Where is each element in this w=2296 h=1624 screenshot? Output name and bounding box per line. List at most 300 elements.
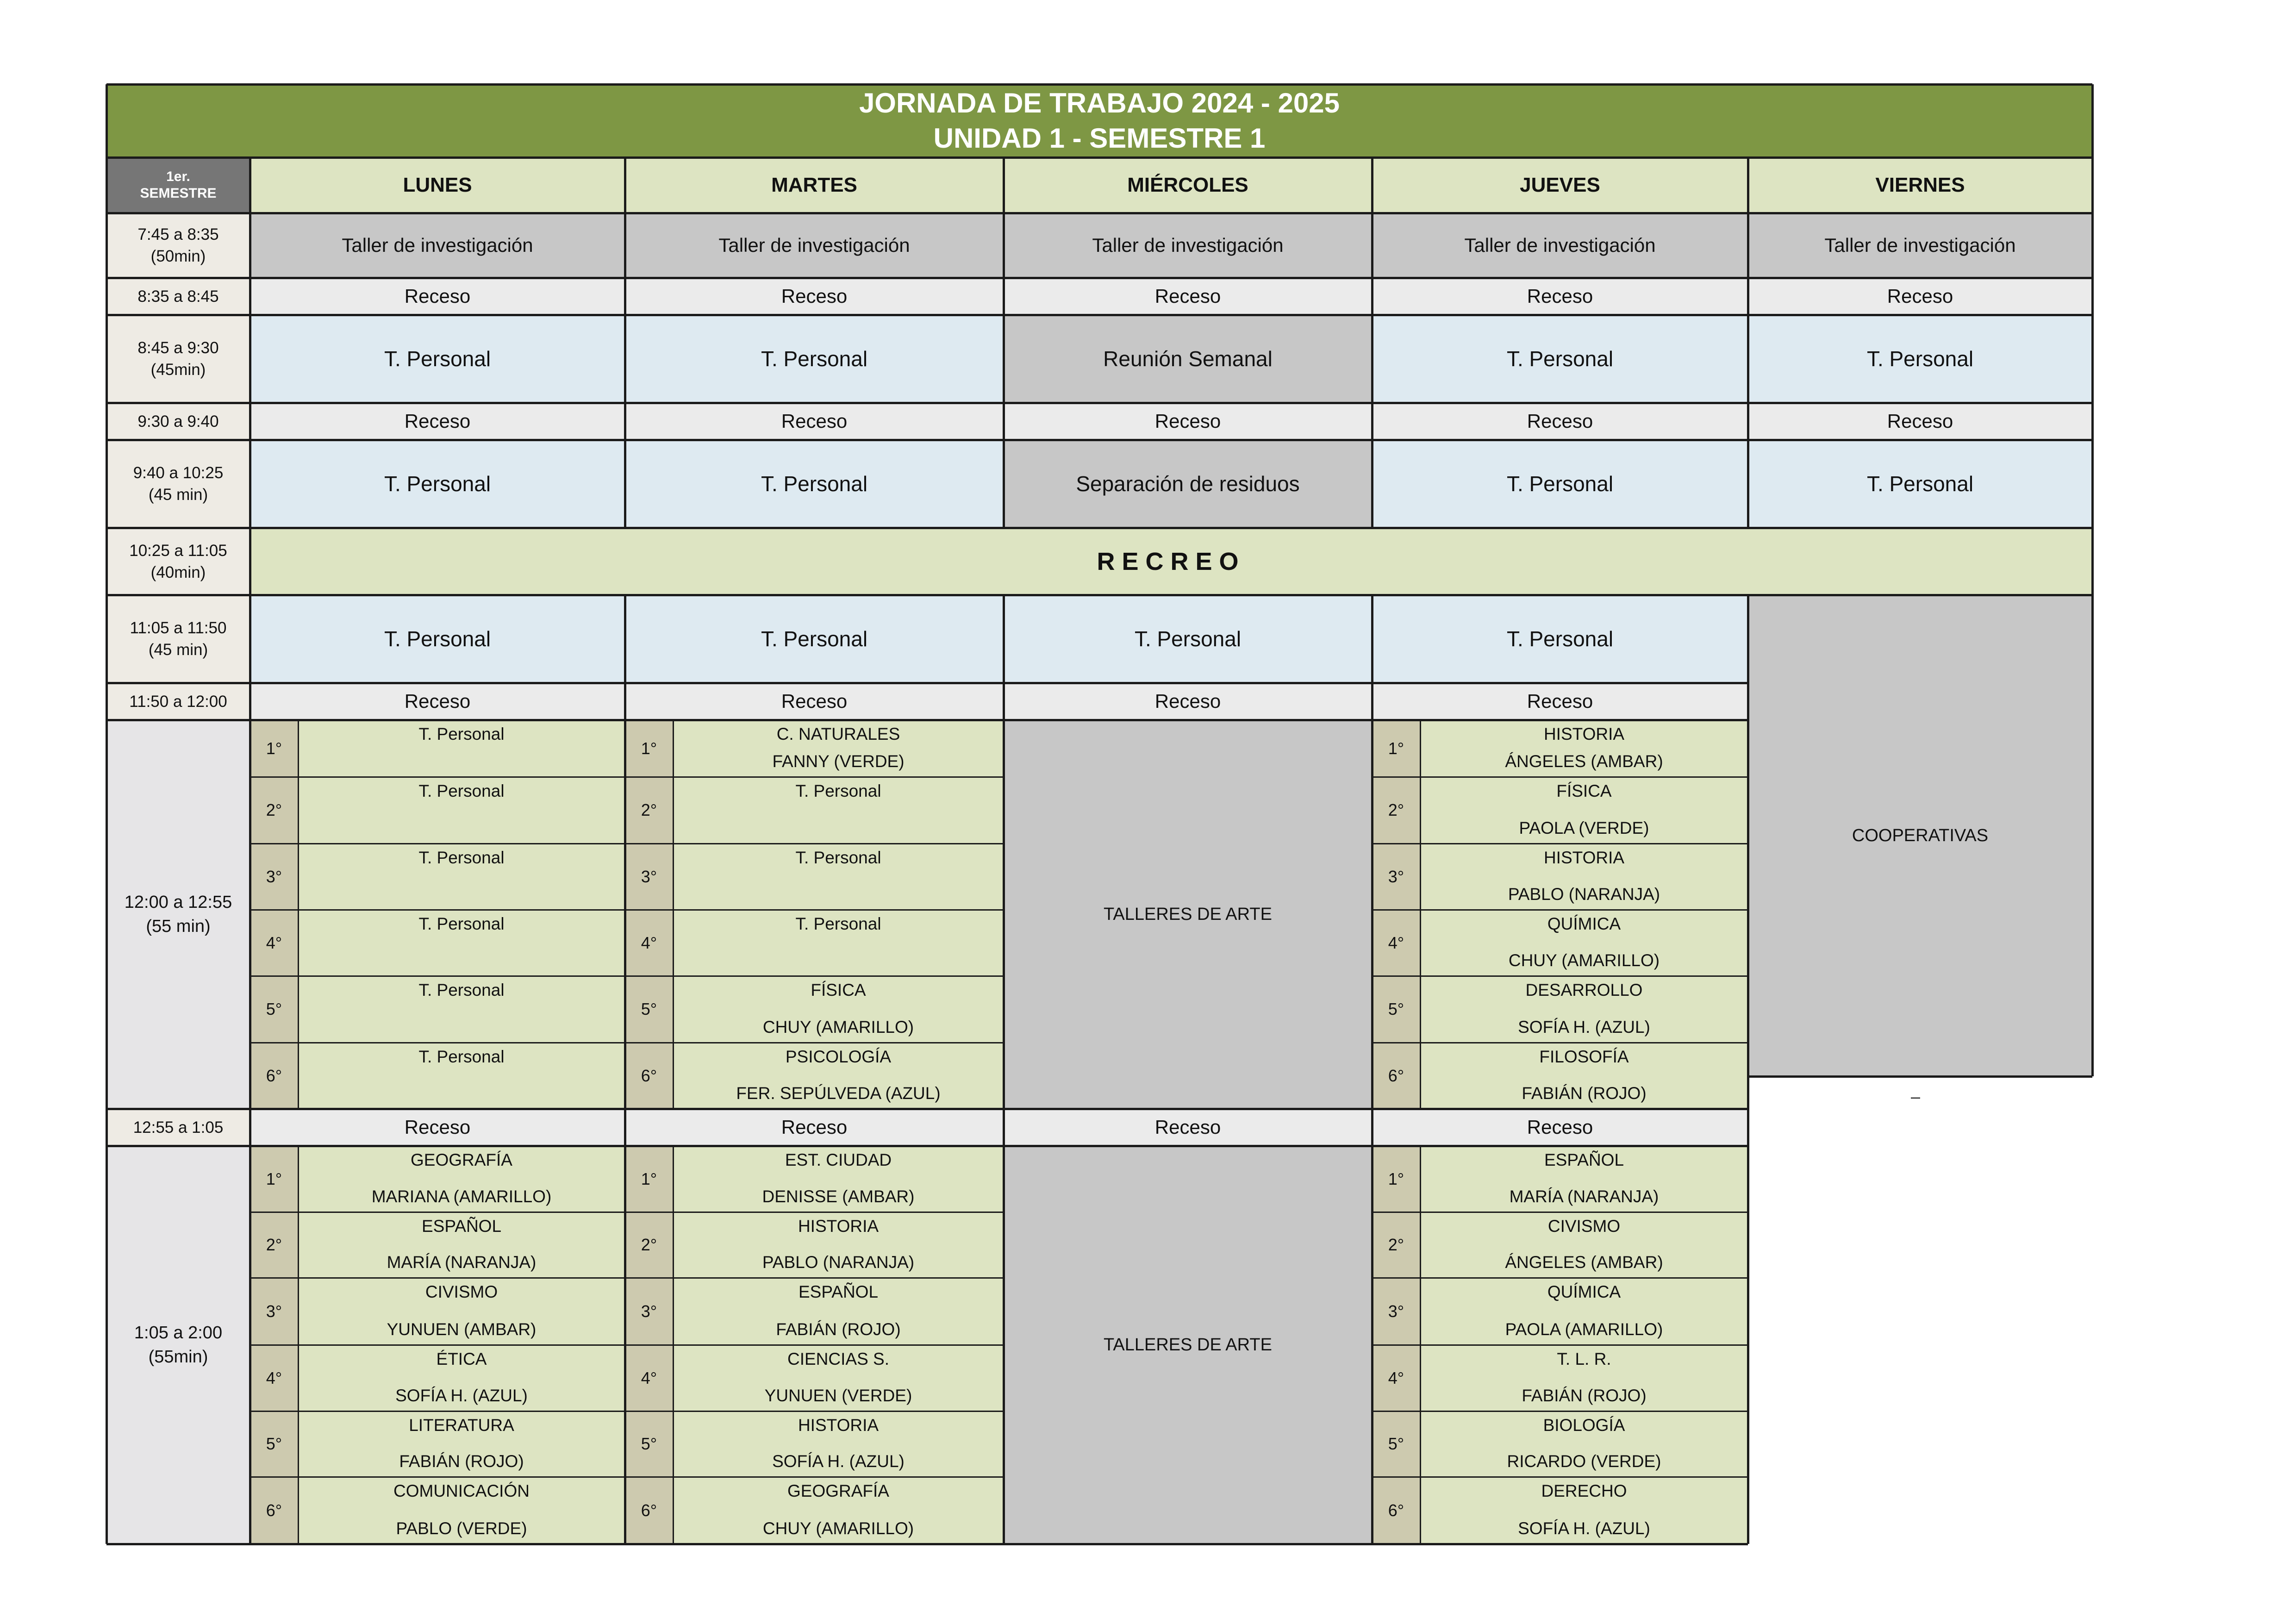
grid-line: [1003, 157, 1005, 528]
class-entry-jueves-text-2: FABIÁN (ROJO): [1522, 1386, 1647, 1405]
grid-line: [106, 594, 2092, 596]
group-number: [1372, 843, 1420, 910]
grid-line: [673, 1146, 674, 1544]
group-number-text-1: 4°: [266, 1368, 282, 1387]
grid-line: [250, 1344, 1004, 1346]
class-entry-martes-text-2: FABIÁN (ROJO): [776, 1320, 901, 1339]
t-personal-jueves-text-1: T. Personal: [1506, 472, 1614, 496]
class-entry-martes: [673, 1345, 1004, 1411]
receso-martes: [625, 403, 1004, 440]
t-personal-lunes: [250, 595, 625, 683]
recreo-band: [250, 528, 2092, 595]
group-number-text-1: 2°: [1388, 1235, 1404, 1254]
receso-jueves-text-1: Receso: [1527, 690, 1593, 712]
class-entry-jueves-text-1: HISTORIA: [1543, 848, 1625, 867]
receso-jueves-text-1: Receso: [1527, 1116, 1593, 1138]
group-number: [250, 1278, 298, 1345]
group-number-text-1: 5°: [641, 999, 657, 1018]
class-entry-martes-text-1: C. NATURALES: [776, 725, 900, 743]
grid-line: [250, 1411, 1004, 1412]
grid-line: [106, 527, 2092, 529]
class-entry-lunes-text-1: T. Personal: [418, 914, 505, 933]
class-entry-jueves-text-2: PABLO (NARANJA): [1508, 885, 1660, 904]
receso-lunes: [250, 403, 625, 440]
group-number: [250, 843, 298, 910]
receso-viernes: [1748, 278, 2092, 315]
grid-line: [1003, 595, 1005, 1544]
receso-miercoles-text-1: Receso: [1154, 690, 1221, 712]
group-number: [250, 1345, 298, 1411]
group-number-text-1: 1°: [641, 738, 657, 758]
class-entry-jueves-text-2: SOFÍA H. (AZUL): [1518, 1519, 1650, 1538]
time-slot-text-2: (55 min): [146, 917, 211, 936]
class-entry-martes-text-2: YUNUEN (VERDE): [764, 1386, 912, 1405]
group-number-text-1: 4°: [1388, 1368, 1404, 1387]
group-number-text-1: 1°: [1388, 1169, 1404, 1188]
class-entry-martes: [673, 720, 1004, 777]
group-number-text-1: 2°: [266, 1235, 282, 1254]
group-number-text-1: 1°: [641, 1169, 657, 1188]
grid-line: [250, 776, 1004, 778]
class-entry-jueves-text-2: MARÍA (NARANJA): [1509, 1187, 1659, 1206]
group-number-text-1: 1°: [266, 738, 282, 758]
t-personal-martes: [625, 315, 1004, 403]
grid-line: [1372, 1042, 1748, 1043]
t-personal-jueves-text-1: T. Personal: [1506, 347, 1614, 371]
time-slot-text-1: 1:05 a 2:00: [134, 1323, 223, 1343]
time-slot-text-2: (45 min): [148, 641, 208, 659]
class-entry-jueves-text-1: FÍSICA: [1556, 781, 1612, 800]
class-entry-martes-text-2: PABLO (NARANJA): [762, 1253, 915, 1272]
reunion-semanal-miercoles: [1004, 315, 1372, 403]
day-header-viernes: [1748, 157, 2092, 213]
time-slot-text-2: (40min): [150, 563, 206, 581]
group-number: [625, 1411, 673, 1477]
class-entry-jueves-text-1: ESPAÑOL: [1544, 1150, 1624, 1169]
class-entry-jueves-text-1: T. L. R.: [1557, 1349, 1611, 1368]
class-entry-martes: [673, 777, 1004, 843]
class-entry-jueves: [1420, 1212, 1748, 1278]
group-number: [1372, 1043, 1420, 1109]
class-entry-martes-text-1: FÍSICA: [811, 981, 866, 999]
class-entry-martes-text-1: T. Personal: [795, 781, 881, 800]
class-entry-jueves-text-2: PAOLA (VERDE): [1519, 818, 1649, 837]
t-personal-lunes: [250, 440, 625, 528]
grid-line: [1371, 157, 1373, 528]
class-entry-lunes-text-1: GEOGRAFÍA: [411, 1150, 512, 1169]
class-entry-martes: [673, 843, 1004, 910]
class-entry-jueves: [1420, 910, 1748, 976]
receso-martes-text-1: Receso: [781, 690, 848, 712]
class-entry-lunes: [298, 777, 625, 843]
group-number: [1372, 1345, 1420, 1411]
group-number-text-1: 3°: [1388, 867, 1404, 886]
class-entry-jueves-text-1: QUÍMICA: [1547, 914, 1621, 933]
grid-line: [106, 1145, 1748, 1147]
time-slot-text-1: 8:45 a 9:30: [137, 339, 219, 357]
class-entry-jueves: [1420, 1043, 1748, 1109]
separacion-residuos-miercoles-text-1: Separación de residuos: [1076, 472, 1300, 496]
group-number: [625, 1146, 673, 1212]
taller-investigacion-lunes-text-1: Taller de investigación: [342, 234, 533, 256]
day-header-jueves-text-1: JUEVES: [1520, 174, 1600, 196]
time-slot-text-1: 10:25 a 11:05: [129, 541, 227, 560]
class-entry-jueves-text-1: BIOLOGÍA: [1543, 1416, 1625, 1435]
receso-martes-text-1: Receso: [781, 285, 848, 307]
class-entry-jueves-text-2: FABIÁN (ROJO): [1522, 1084, 1647, 1103]
time-slot-text-1: 11:50 a 12:00: [129, 692, 227, 711]
group-number-text-1: 6°: [641, 1066, 657, 1085]
group-number-text-1: 3°: [641, 867, 657, 886]
group-number-text-1: 5°: [1388, 999, 1404, 1018]
taller-investigacion-jueves: [1372, 213, 1748, 278]
t-personal-lunes-text-1: T. Personal: [384, 472, 491, 496]
grid-line: [106, 212, 2092, 214]
group-number: [250, 1146, 298, 1212]
class-entry-martes: [673, 1477, 1004, 1544]
class-entry-jueves: [1420, 1345, 1748, 1411]
group-number-text-1: 5°: [641, 1434, 657, 1453]
grid-line: [1372, 843, 1748, 844]
class-entry-lunes: [298, 1212, 625, 1278]
class-entry-lunes: [298, 720, 625, 777]
grid-line: [624, 157, 626, 528]
class-entry-lunes: [298, 1146, 625, 1212]
class-entry-jueves-text-2: ÁNGELES (AMBAR): [1505, 1253, 1663, 1272]
group-number-text-1: 3°: [1388, 1301, 1404, 1321]
group-number: [250, 1043, 298, 1109]
time-slot-text-2: (50min): [150, 247, 206, 265]
receso-lunes-text-1: Receso: [404, 410, 471, 432]
day-header-lunes-text-1: LUNES: [403, 174, 472, 196]
group-number: [625, 720, 673, 777]
class-entry-martes-text-1: T. Personal: [795, 848, 881, 867]
grid-line: [106, 1543, 1748, 1545]
day-header-martes-text-1: MARTES: [771, 174, 857, 196]
class-entry-jueves: [1420, 1146, 1748, 1212]
receso-lunes-text-1: Receso: [404, 690, 471, 712]
grid-line: [1747, 157, 1749, 528]
class-entry-lunes-text-2: MARÍA (NARANJA): [387, 1253, 537, 1272]
receso-miercoles-text-1: Receso: [1154, 410, 1221, 432]
t-personal-martes-text-1: T. Personal: [761, 627, 868, 651]
class-entry-lunes-text-1: T. Personal: [418, 781, 505, 800]
class-entry-lunes-text-1: ÉTICA: [436, 1349, 487, 1368]
group-number-text-1: 2°: [641, 800, 657, 819]
schedule-title: [106, 84, 2092, 157]
time-slot: [106, 595, 250, 683]
taller-investigacion-jueves-text-1: Taller de investigación: [1464, 234, 1656, 256]
class-entry-jueves-text-1: QUÍMICA: [1547, 1282, 1621, 1301]
schedule-title-text-2: UNIDAD 1 - SEMESTRE 1: [933, 123, 1266, 154]
time-slot: [106, 403, 250, 440]
semester-label-text-1: 1er.: [166, 169, 190, 184]
group-number: [625, 1345, 673, 1411]
group-number: [1372, 1411, 1420, 1477]
class-entry-martes-text-1: ESPAÑOL: [798, 1282, 879, 1301]
semester-label: [106, 157, 250, 213]
t-personal-jueves-text-1: T. Personal: [1506, 627, 1614, 651]
taller-investigacion-lunes: [250, 213, 625, 278]
grid-line: [106, 83, 2092, 86]
group-number-text-1: 4°: [266, 933, 282, 952]
class-entry-lunes-text-1: T. Personal: [418, 848, 505, 867]
grid-line: [1372, 1411, 1748, 1412]
grid-line: [106, 1108, 1748, 1110]
t-personal-lunes-text-1: T. Personal: [384, 347, 491, 371]
separacion-residuos-miercoles: [1004, 440, 1372, 528]
t-personal-viernes-text-1: T. Personal: [1866, 472, 1974, 496]
talleres-de-arte: [1004, 720, 1372, 1109]
class-entry-jueves-text-2: ÁNGELES (AMBAR): [1505, 752, 1663, 771]
class-entry-martes-text-1: GEOGRAFÍA: [787, 1481, 889, 1500]
group-number-text-1: 5°: [266, 1434, 282, 1453]
receso-miercoles: [1004, 278, 1372, 315]
receso-martes-text-1: Receso: [781, 1116, 848, 1138]
receso-jueves: [1372, 683, 1748, 720]
class-entry-lunes: [298, 1043, 625, 1109]
group-number: [250, 1212, 298, 1278]
class-entry-jueves-text-1: DESARROLLO: [1525, 981, 1643, 999]
group-number-text-1: 6°: [266, 1066, 282, 1085]
class-entry-jueves: [1420, 843, 1748, 910]
grid-line: [106, 402, 2092, 404]
class-entry-jueves-text-2: CHUY (AMARILLO): [1508, 951, 1660, 970]
taller-investigacion-martes-text-1: Taller de investigación: [718, 234, 910, 256]
talleres-de-arte-text-1: TALLERES DE ARTE: [1104, 1335, 1272, 1355]
group-number: [625, 1278, 673, 1345]
time-slot: [106, 1109, 250, 1146]
grid-line: [106, 719, 1748, 721]
t-personal-jueves: [1372, 595, 1748, 683]
class-entry-lunes-text-2: YUNUEN (AMBAR): [387, 1320, 537, 1339]
class-entry-jueves-text-2: SOFÍA H. (AZUL): [1518, 1018, 1650, 1037]
grid-line: [1372, 1212, 1748, 1213]
day-header-viernes-text-1: VIERNES: [1875, 174, 1965, 196]
class-entry-jueves: [1420, 777, 1748, 843]
class-entry-martes: [673, 976, 1004, 1043]
class-entry-jueves-text-1: DERECHO: [1541, 1481, 1627, 1500]
receso-lunes: [250, 278, 625, 315]
time-slot-text-1: 12:00 a 12:55: [124, 893, 232, 912]
class-entry-lunes: [298, 976, 625, 1043]
t-personal-martes: [625, 440, 1004, 528]
receso-martes-text-1: Receso: [781, 410, 848, 432]
class-entry-martes-text-2: FER. SEPÚLVEDA (AZUL): [736, 1084, 941, 1103]
talleres-de-arte-text-1: TALLERES DE ARTE: [1104, 904, 1272, 924]
group-number-text-1: 3°: [641, 1301, 657, 1321]
group-number-text-1: 2°: [1388, 800, 1404, 819]
class-entry-martes-text-2: DENISSE (AMBAR): [762, 1187, 915, 1206]
group-number: [250, 976, 298, 1043]
day-header-martes: [625, 157, 1004, 213]
receso-miercoles: [1004, 403, 1372, 440]
class-entry-jueves-text-2: RICARDO (VERDE): [1507, 1452, 1661, 1471]
grid-line: [1747, 595, 1749, 1544]
t-personal-lunes: [250, 315, 625, 403]
t-personal-martes-text-1: T. Personal: [761, 472, 868, 496]
t-personal-miercoles: [1004, 595, 1372, 683]
taller-investigacion-viernes: [1748, 213, 2092, 278]
class-entry-jueves: [1420, 976, 1748, 1043]
grid-line: [298, 720, 299, 1109]
class-entry-martes: [673, 1146, 1004, 1212]
receso-miercoles-text-1: Receso: [1154, 1116, 1221, 1138]
group-number: [1372, 910, 1420, 976]
class-entry-lunes-text-1: ESPAÑOL: [421, 1217, 502, 1236]
receso-lunes-text-1: Receso: [404, 285, 471, 307]
receso-viernes-text-1: Receso: [1887, 285, 1953, 307]
day-header-jueves: [1372, 157, 1748, 213]
receso-jueves: [1372, 403, 1748, 440]
group-number: [1372, 1278, 1420, 1345]
grid-line: [1372, 1476, 1748, 1478]
class-entry-lunes-text-1: T. Personal: [418, 981, 505, 999]
group-number: [625, 976, 673, 1043]
receso-lunes: [250, 683, 625, 720]
group-number-text-1: 3°: [266, 1301, 282, 1321]
group-number: [250, 910, 298, 976]
class-entry-jueves: [1420, 720, 1748, 777]
time-slot-text-1: 9:30 a 9:40: [137, 412, 219, 431]
class-entry-martes-text-1: CIENCIAS S.: [787, 1349, 889, 1368]
cooperativas-text-1: COOPERATIVAS: [1852, 825, 1989, 845]
group-number-text-1: 1°: [266, 1169, 282, 1188]
class-entry-martes: [673, 1278, 1004, 1345]
grid-line: [250, 843, 1004, 844]
grid-line: [1372, 909, 1748, 911]
class-entry-lunes: [298, 1345, 625, 1411]
class-entry-martes-text-1: PSICOLOGÍA: [785, 1047, 892, 1066]
reunion-semanal-miercoles-text-1: Reunión Semanal: [1103, 347, 1273, 371]
class-entry-lunes-text-2: MARIANA (AMARILLO): [371, 1187, 552, 1206]
class-entry-lunes-text-1: COMUNICACIÓN: [393, 1481, 530, 1500]
recreo-band-text-1: RECREO: [1097, 547, 1246, 575]
grid-line: [106, 439, 2092, 441]
group-number-text-1: 3°: [266, 867, 282, 886]
grid-line: [1372, 975, 1748, 977]
receso-miercoles: [1004, 683, 1372, 720]
class-entry-lunes: [298, 1411, 625, 1477]
time-slot: [106, 720, 250, 1109]
receso-viernes: [1748, 403, 2092, 440]
grid-line: [249, 157, 251, 1544]
grid-line: [106, 156, 2092, 159]
grid-line: [106, 682, 1748, 684]
t-personal-jueves: [1372, 440, 1748, 528]
group-number-text-1: 4°: [641, 1368, 657, 1387]
t-personal-viernes-text-1: T. Personal: [1866, 347, 1974, 371]
grid-line: [624, 595, 626, 1544]
group-number: [625, 1477, 673, 1544]
class-entry-martes: [673, 1043, 1004, 1109]
time-slot: [106, 528, 250, 595]
receso-jueves: [1372, 278, 1748, 315]
class-entry-lunes-text-1: CIVISMO: [425, 1282, 498, 1301]
time-slot: [106, 315, 250, 403]
class-entry-lunes: [298, 910, 625, 976]
group-number: [250, 1477, 298, 1544]
class-entry-martes: [673, 1411, 1004, 1477]
t-personal-viernes: [1748, 315, 2092, 403]
class-entry-martes-text-2: CHUY (AMARILLO): [762, 1018, 914, 1037]
time-slot-text-1: 9:40 a 10:25: [133, 464, 224, 482]
grid-line: [250, 1042, 1004, 1043]
group-number-text-1: 2°: [641, 1235, 657, 1254]
receso-viernes-text-1: Receso: [1887, 410, 1953, 432]
class-entry-lunes-text-1: T. Personal: [418, 1047, 505, 1066]
group-number: [1372, 1212, 1420, 1278]
class-entry-jueves-text-1: HISTORIA: [1543, 725, 1625, 743]
grid-line: [1371, 595, 1373, 1544]
group-number: [1372, 1146, 1420, 1212]
taller-investigacion-miercoles-text-1: Taller de investigación: [1092, 234, 1284, 256]
group-number: [1372, 976, 1420, 1043]
grid-line: [106, 84, 108, 1544]
class-entry-lunes-text-2: FABIÁN (ROJO): [399, 1452, 524, 1471]
grid-line: [250, 975, 1004, 977]
class-entry-lunes-text-2: SOFÍA H. (AZUL): [395, 1386, 528, 1405]
grid-line: [250, 909, 1004, 911]
group-number: [250, 777, 298, 843]
time-slot: [106, 440, 250, 528]
grid-line: [106, 277, 2092, 279]
semester-label-text-2: SEMESTRE: [140, 186, 217, 201]
class-entry-martes-text-1: HISTORIA: [798, 1217, 879, 1236]
group-number: [625, 910, 673, 976]
t-personal-martes-text-1: T. Personal: [761, 347, 868, 371]
time-slot-text-1: 12:55 a 1:05: [133, 1118, 224, 1137]
grid-line: [673, 720, 674, 1109]
grid-line: [1372, 1344, 1748, 1346]
time-slot: [106, 683, 250, 720]
t-personal-jueves: [1372, 315, 1748, 403]
time-slot-text-1: 11:05 a 11:50: [130, 619, 227, 637]
grid-line: [1748, 1075, 2092, 1078]
receso-jueves: [1372, 1109, 1748, 1146]
group-number-text-1: 6°: [1388, 1066, 1404, 1085]
class-entry-martes-text-1: EST. CIUDAD: [785, 1150, 892, 1169]
time-slot-text-1: 7:45 a 8:35: [137, 225, 219, 244]
group-number: [1372, 777, 1420, 843]
class-entry-jueves-text-1: CIVISMO: [1547, 1217, 1621, 1236]
day-header-miercoles-text-1: MIÉRCOLES: [1127, 174, 1248, 196]
group-number-text-1: 4°: [641, 933, 657, 952]
receso-jueves-text-1: Receso: [1527, 285, 1593, 307]
t-personal-miercoles-text-1: T. Personal: [1134, 627, 1242, 651]
group-number: [1372, 1477, 1420, 1544]
receso-miercoles: [1004, 1109, 1372, 1146]
group-number-text-1: 1°: [1388, 738, 1404, 758]
grid-line: [1372, 1277, 1748, 1279]
grid-line: [106, 314, 2092, 316]
group-number: [625, 843, 673, 910]
day-header-lunes: [250, 157, 625, 213]
class-entry-martes-text-2: SOFÍA H. (AZUL): [772, 1452, 905, 1471]
grid-line: [1372, 776, 1748, 778]
class-entry-martes: [673, 910, 1004, 976]
grid-line: [1420, 1146, 1421, 1544]
class-entry-lunes: [298, 1278, 625, 1345]
taller-investigacion-viernes-text-1: Taller de investigación: [1824, 234, 2016, 256]
receso-lunes: [250, 1109, 625, 1146]
group-number: [1372, 720, 1420, 777]
group-number-text-1: 2°: [266, 800, 282, 819]
group-number-text-1: 6°: [1388, 1500, 1404, 1520]
grid-line: [298, 1146, 299, 1544]
group-number-text-1: 5°: [1388, 1434, 1404, 1453]
class-entry-martes-text-1: T. Personal: [795, 914, 881, 933]
